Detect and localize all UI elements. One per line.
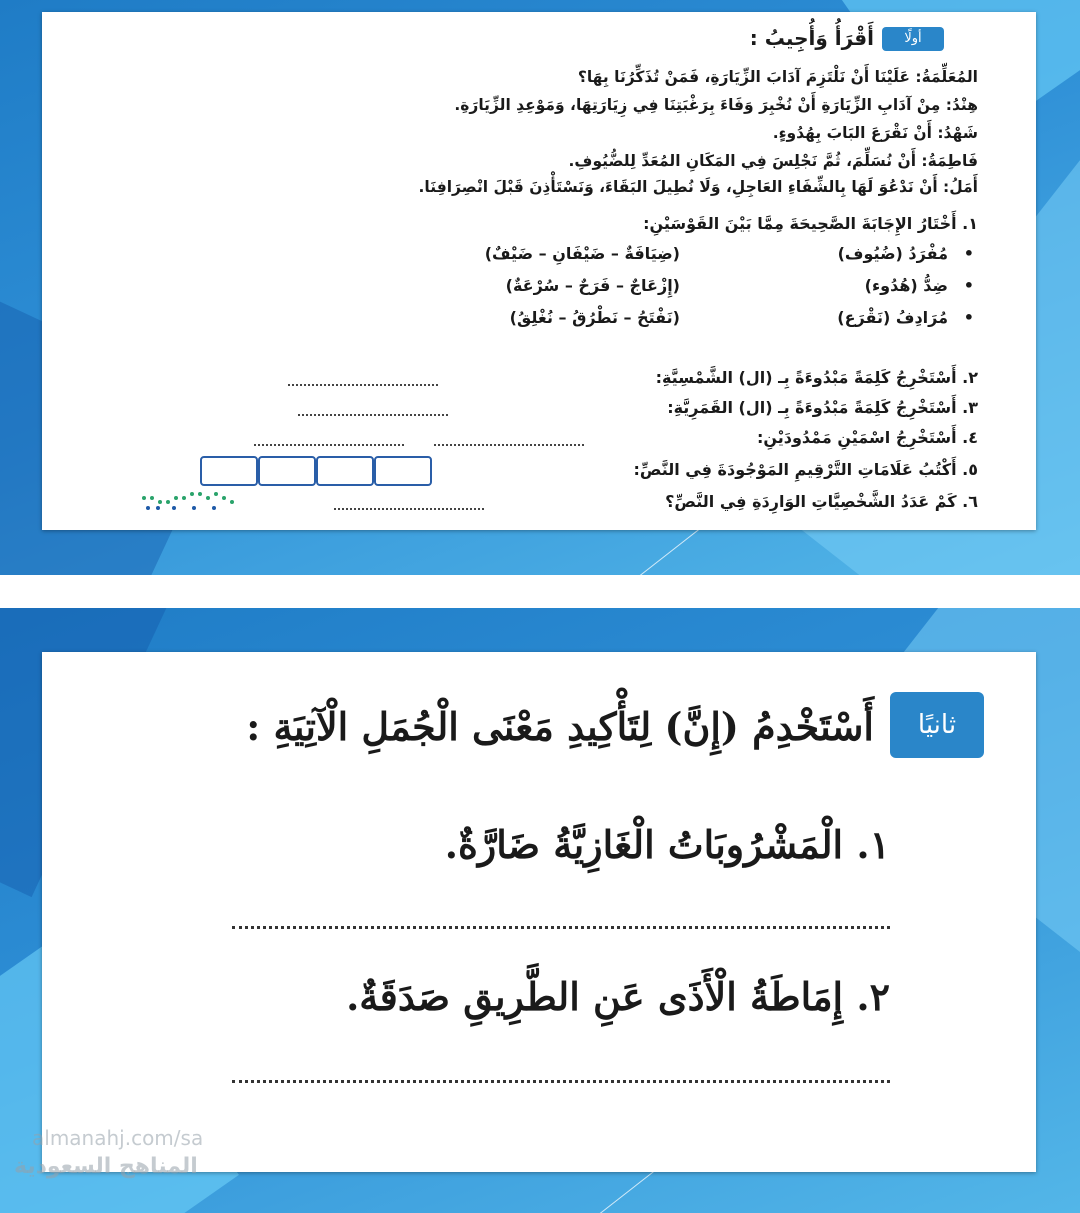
answer-box[interactable]: [258, 456, 316, 486]
answer-box[interactable]: [374, 456, 432, 486]
choice-bullet: •: [963, 244, 974, 263]
answer-line[interactable]: [232, 926, 890, 929]
answer-line[interactable]: [254, 444, 404, 446]
dialogue-line: شَهْدُ: أَنْ نَقْرَعَ البَابَ بِهُدُوءٍ.: [772, 124, 978, 142]
dialogue-line: أَمَلُ: أَنْ نَدْعُوَ لَهَا بِالشِّفَاءِ العَاجِلِ، وَلَا نُطِيلَ البَقَاءَ، وَنَسْتَأْذِنَ قَبْلَ انْصِرَافِنَا.: [418, 178, 978, 196]
choice-label: مُرَادِفُ (نَقْرَع): [837, 308, 948, 327]
question-3: ٣. أَسْتَخْرِجُ كَلِمَةً مَبْدُوءَةً بِـ (ال) القَمَرِيَّةِ:: [667, 398, 978, 417]
answer-line[interactable]: [232, 1080, 890, 1083]
question-6: ٦. كَمْ عَدَدُ الشَّخْصِيَّاتِ الوَارِدَةِ فِي النَّصِّ؟: [665, 492, 978, 511]
question-2: ٢. أَسْتَخْرِجُ كَلِمَةً مَبْدُوءَةً بِـ (ال) الشَّمْسِيَّةِ:: [655, 368, 978, 387]
question-1: ١. أَخْتَارُ الإِجَابَةَ الصَّحِيحَةَ مِمَّا بَيْنَ القَوْسَيْنِ:: [643, 214, 978, 233]
question-5: ٥. أَكْتُبُ عَلَامَاتِ التَّرْقِيمِ المَوْجُودَةَ فِي النَّصِّ:: [633, 460, 978, 479]
answer-line[interactable]: [298, 414, 448, 416]
slide-2: [0, 608, 1080, 1213]
section-heading: أَسْتَخْدِمُ (إِنَّ) لِتَأْكِيدِ مَعْنَى الْجُمَلِ الْآتِيَةِ :: [246, 704, 874, 749]
choice-bullet: •: [963, 276, 974, 295]
watermark-arabic: المناهج السعودية: [14, 1154, 198, 1179]
choice-label: ضِدُّ (هُدُوء): [864, 276, 948, 295]
section-badge: أولًا: [882, 27, 944, 51]
choice-options: (نَفْتَحُ – نَطْرُقُ – نُغْلِقُ): [509, 308, 680, 327]
dialogue-line: فَاطِمَةُ: أَنْ نُسَلِّمَ، ثُمَّ نَجْلِسَ فِي المَكَانِ المُعَدِّ لِلضُّيُوفِ.: [568, 152, 978, 170]
dialogue-line: المُعَلِّمَةُ: عَلَيْنَا أَنْ نَلْتَزِمَ آدَابَ الزِّيَارَةِ، فَمَنْ تُذَكِّرُنَا بِهَا؟: [577, 68, 978, 86]
choice-options: (ضِيَافَةٌ – ضَيْفَانِ – ضَيْفٌ): [484, 244, 680, 263]
choice-options: (إِزْعَاجٌ – فَرَحٌ – سُرْعَةٌ): [505, 276, 680, 295]
slide-separator: [0, 575, 1080, 608]
sentence-1: ١. الْمَشْرُوبَاتُ الْغَازِيَّةُ ضَارَّةٌ.: [444, 822, 890, 867]
choice-bullet: •: [963, 308, 974, 327]
watermark-site: almanahj.com/sa: [32, 1126, 204, 1150]
question-4: ٤. أَسْتَخْرِجُ اسْمَيْنِ مَمْدُودَيْنِ:: [756, 428, 978, 447]
choice-label: مُفْرَدُ (ضُيُوف): [837, 244, 948, 263]
slide-1: [0, 0, 1080, 575]
answer-line[interactable]: [334, 508, 484, 510]
section-badge: ثانيًا: [890, 692, 984, 758]
worksheet-card-2: [14, 652, 1036, 1179]
section-heading: أَقْرَأُ وَأُجِيبُ :: [749, 26, 874, 50]
dialogue-line: هِنْدُ: مِنْ آدَابِ الزِّيَارَةِ أَنْ نُخْبِرَ وَفَاءَ بِرَغْبَتِنَا فِي زِيَارَتِهَا، وَمَوْعِدِ الزِّيَارَةِ.: [454, 96, 978, 114]
sentence-2: ٢. إِمَاطَةُ الْأَذَى عَنِ الطَّرِيقِ صَدَقَةٌ.: [346, 974, 890, 1019]
worksheet-card-1: [42, 12, 1036, 530]
answer-box[interactable]: [200, 456, 258, 486]
answer-line[interactable]: [288, 384, 438, 386]
answer-line[interactable]: [434, 444, 584, 446]
ministry-logo-icon: [142, 492, 234, 512]
answer-box[interactable]: [316, 456, 374, 486]
